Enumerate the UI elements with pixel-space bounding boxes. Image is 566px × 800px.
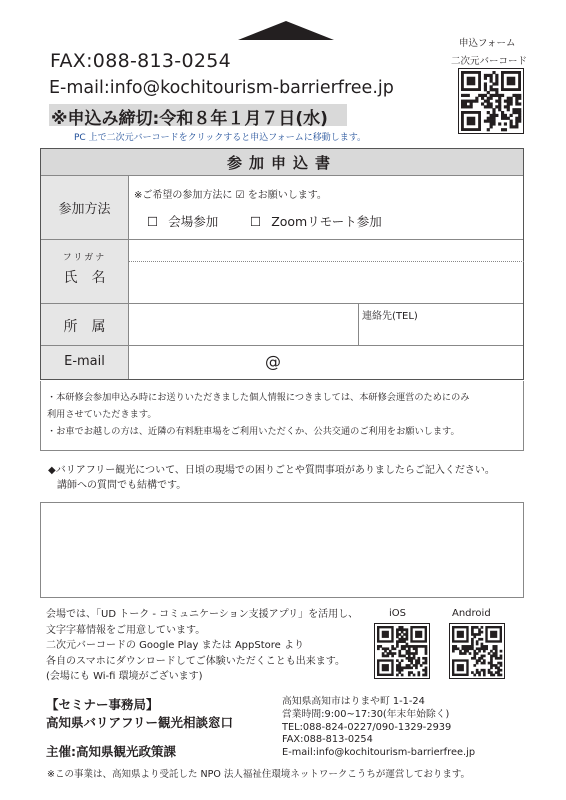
qr-code-icon <box>375 624 429 678</box>
question-textarea[interactable] <box>40 502 524 598</box>
name-label-cell <box>41 240 129 303</box>
email-row <box>41 346 523 379</box>
contact-address: 高知県高知市はりまや町 1-1-24 <box>282 696 425 707</box>
question-line-1: ◆バリアフリー観光について、日頃の現場での困りごとや質問事項がありましたらご記入ください。 <box>48 465 495 476</box>
name-input[interactable] <box>129 262 524 303</box>
fax-number: FAX:088-813-0254 <box>50 50 231 72</box>
tel-input[interactable] <box>359 304 524 345</box>
furigana-input[interactable] <box>129 240 524 262</box>
app-line-4: 各自のスマホにダウンロードしてご体験いただくことも出来ます。 <box>46 655 345 667</box>
venue-label: 会場参加 <box>168 214 219 229</box>
question-line-2: 講師への質問でも結構です。 <box>57 480 187 491</box>
ios-qr-code[interactable] <box>374 623 430 679</box>
pc-click-note: PC 上で二次元バーコードをクリックすると申込フォームに移動します。 <box>74 133 367 143</box>
qr-label-barcode: 二次元バーコード <box>451 56 528 67</box>
zoom-checkbox[interactable]: ☐ <box>250 214 262 229</box>
tel-label: 連絡先(TEL) <box>362 311 418 322</box>
app-line-1: 会場では、「UD トーク - コミュニケーション支援アプリ」を活用し、 <box>46 609 359 620</box>
ios-label: iOS <box>389 608 406 619</box>
app-line-2: 文字字幕情報をご用意しています。 <box>46 624 206 636</box>
at-sign: @ <box>265 352 281 371</box>
privacy-notes <box>40 381 524 451</box>
email-label: E-mail <box>64 354 105 369</box>
deadline-banner <box>49 104 347 129</box>
note-line-2: 利用させていただきます。 <box>47 409 157 420</box>
participation-method-row <box>41 176 523 240</box>
method-label-cell <box>41 176 129 239</box>
contact-tel: TEL:088-824-0227/090-1329-2939 <box>282 721 452 733</box>
email-input[interactable] <box>129 346 524 379</box>
method-note: ※ご希望の参加方法に ☑ をお願いします。 <box>134 190 327 201</box>
affiliation-input[interactable] <box>129 304 359 345</box>
office-name: 高知県バリアフリー観光相談窓口 <box>46 715 234 730</box>
contact-info <box>282 696 475 760</box>
form-title: 参加申込書 <box>226 154 337 172</box>
note-line-1: ・本研修会参加申込み時にお送りいただきました個人情報につきましては、本研修会運営のためにのみ <box>47 392 470 403</box>
qr-code-icon <box>459 69 523 133</box>
option-zoom[interactable] <box>250 212 382 230</box>
question-prompt <box>48 463 495 493</box>
ud-talk-description <box>46 607 358 685</box>
top-arrow-icon <box>238 21 334 40</box>
android-label: Android <box>452 608 491 619</box>
qr-label-form: 申込フォーム <box>459 38 516 49</box>
form-header <box>41 149 523 176</box>
zoom-label: Zoomリモート参加 <box>271 214 382 229</box>
affiliation-row <box>41 304 523 346</box>
venue-checkbox[interactable]: ☐ <box>147 214 159 229</box>
email-address: E-mail:info@kochitourism-barrierfree.jp <box>49 78 394 98</box>
footer-note: ※この事業は、高知県より受託した NPO 法人福祉住環境ネットワークこうちが運営しております。 <box>47 769 471 780</box>
app-line-3: 二次元バーコードの Google Play または AppStore より <box>46 640 304 651</box>
method-label: 参加方法 <box>58 202 111 217</box>
option-venue[interactable] <box>147 212 218 230</box>
affiliation-label: 所 属 <box>63 319 106 335</box>
qr-code-icon <box>450 624 504 678</box>
application-qr-code[interactable] <box>458 68 524 134</box>
contact-hours: 営業時間:9:00~17:30(年末年始除く) <box>282 708 450 720</box>
deadline-text: ※申込み締切:令和８年１月７日(水) <box>51 109 328 129</box>
app-line-5: (会場にも Wi-fi 環境がございます) <box>46 671 203 682</box>
note-line-3: ・お車でお越しの方は、近隣の有料駐車場をご利用いただくか、公共交通のご利用をお願いします。 <box>47 426 460 437</box>
seminar-office <box>46 696 233 761</box>
name-row <box>41 240 523 304</box>
office-label: 【セミナー事務局】 <box>46 697 159 712</box>
name-label: 氏 名 <box>63 270 106 286</box>
email-label-cell <box>41 346 129 379</box>
application-form <box>40 148 524 380</box>
furigana-label: フリガナ <box>62 253 107 263</box>
contact-email: E-mail:info@kochitourism-barrierfree.jp <box>282 747 476 759</box>
contact-fax: FAX:088-813-0254 <box>282 734 373 746</box>
organizer: 主催:高知県観光政策課 <box>46 744 176 759</box>
android-qr-code[interactable] <box>449 623 505 679</box>
affiliation-label-cell <box>41 304 129 345</box>
